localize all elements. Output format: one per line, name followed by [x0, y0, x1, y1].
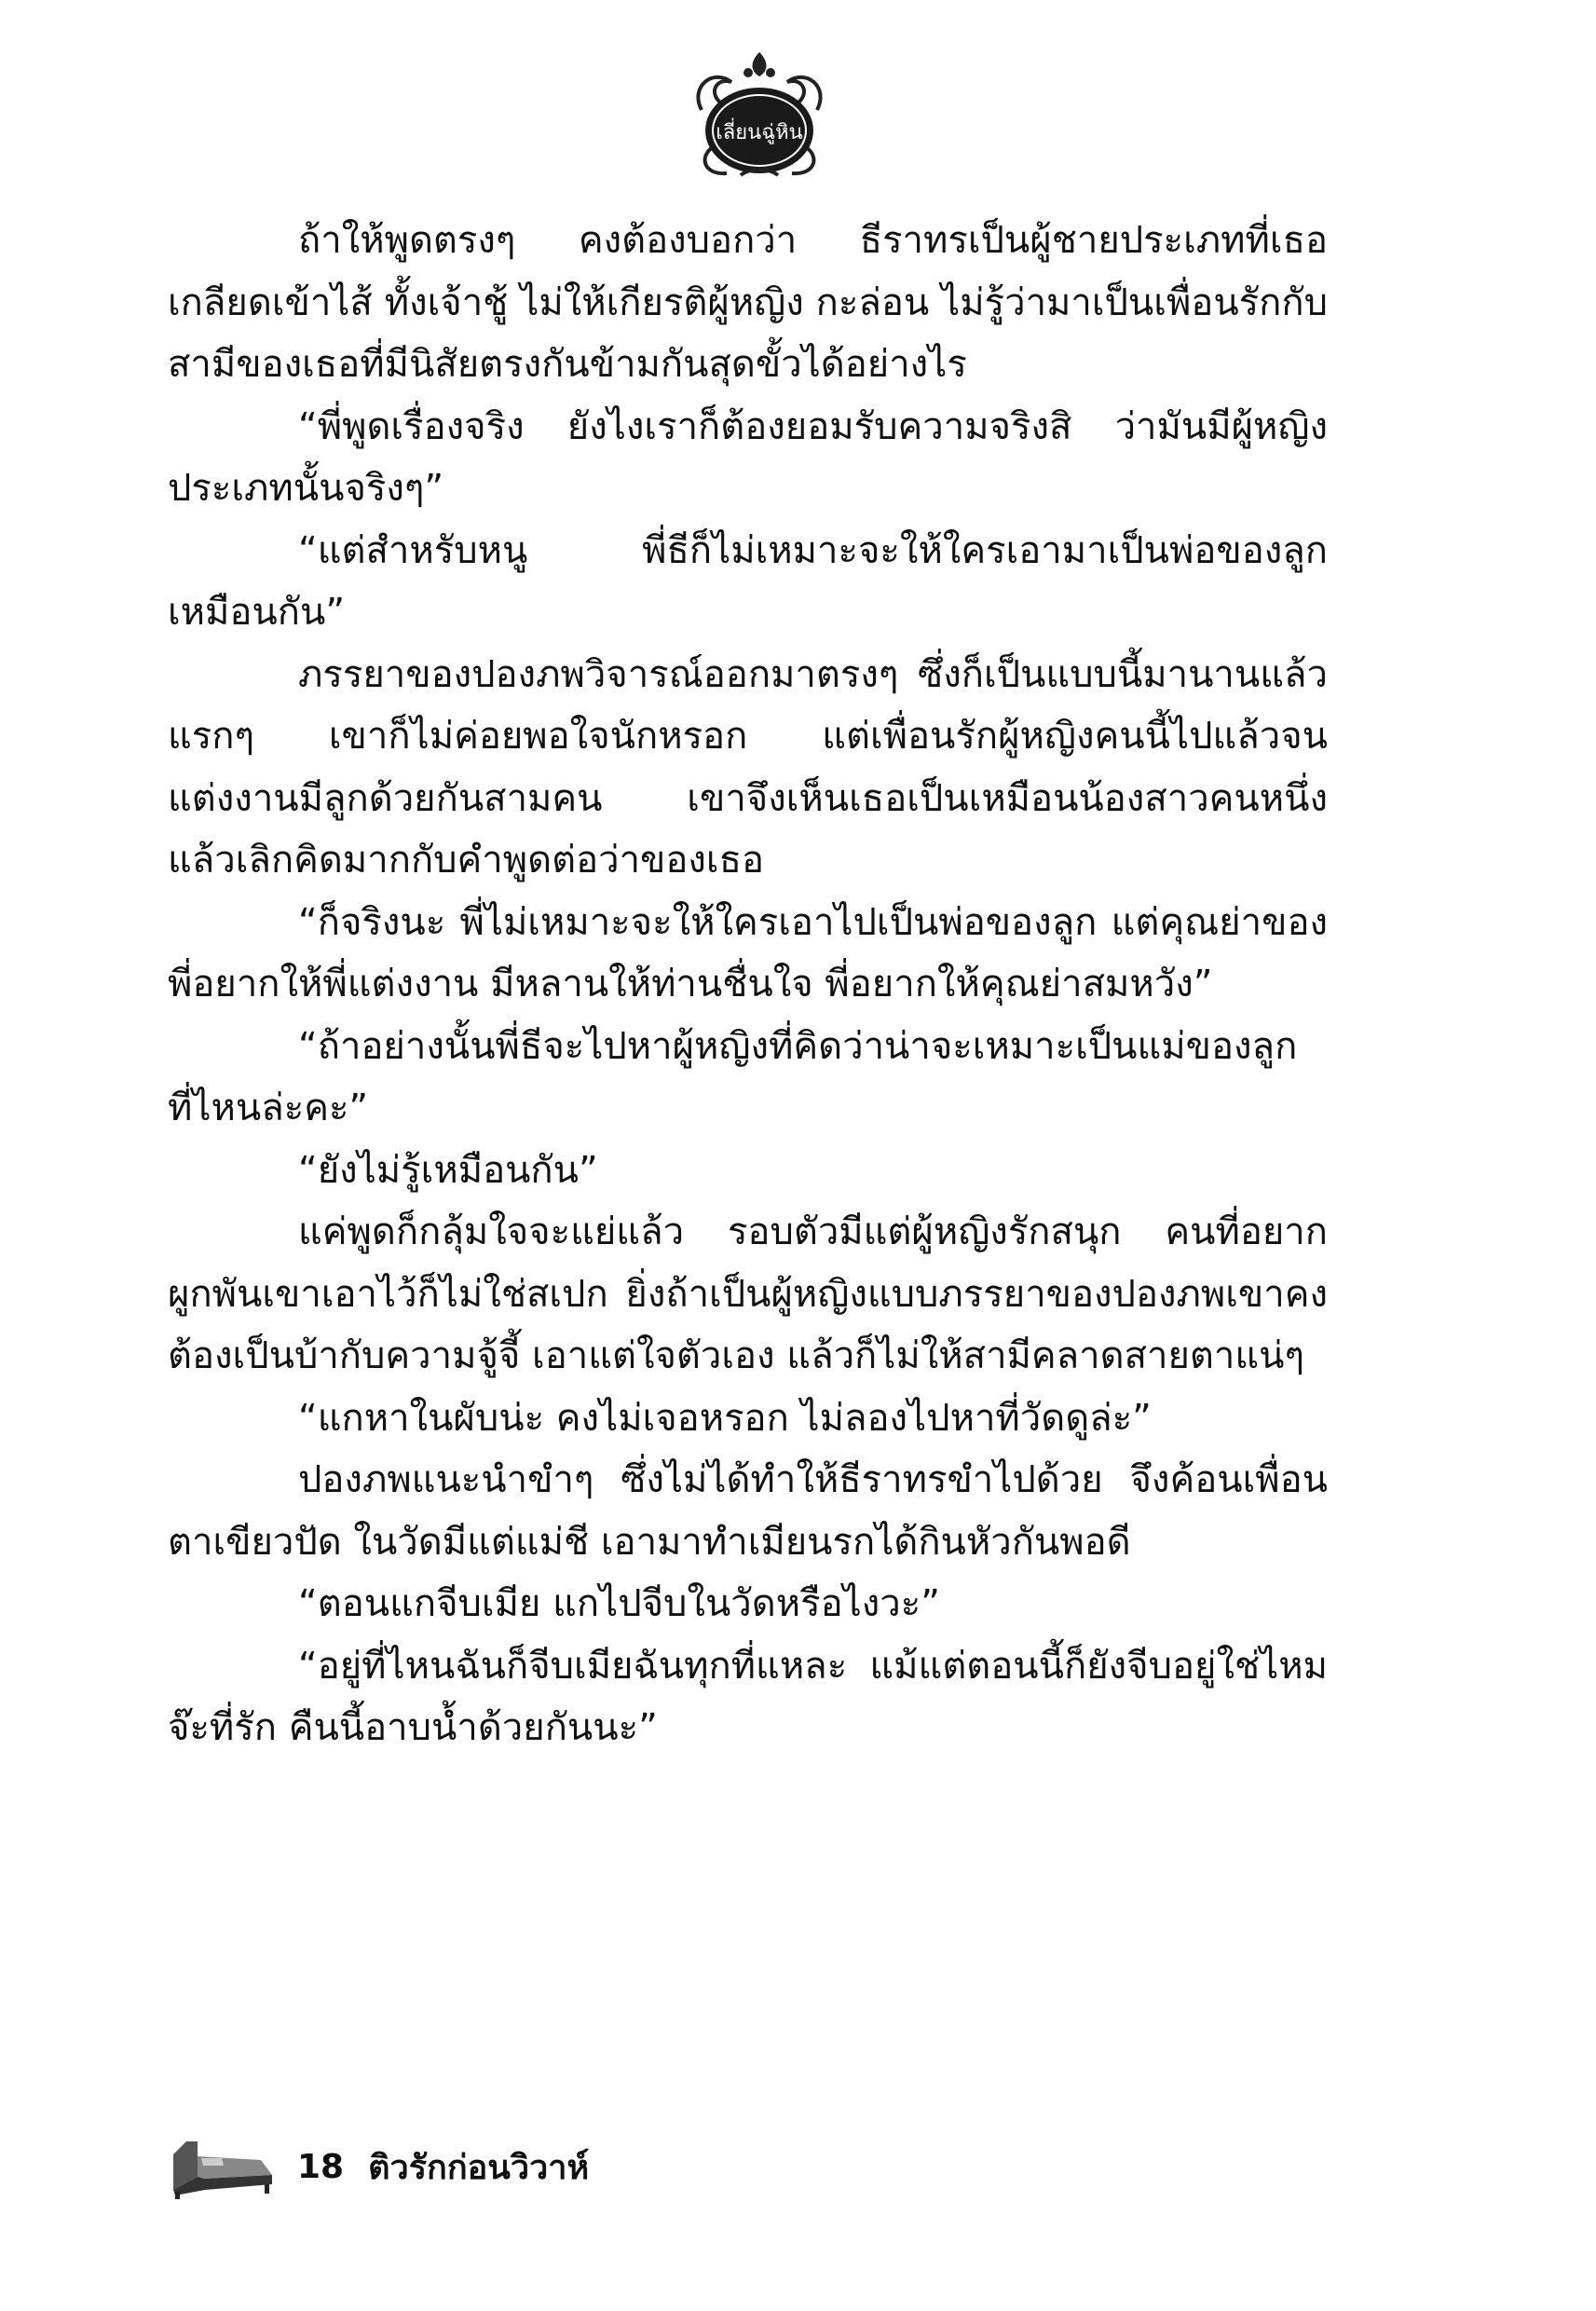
body-paragraph: “พี่พูดเรื่องจริง ยังไงเราก็ต้องยอมรับความจริงสิ ว่ามันมีผู้หญิงประเภทนั้นจริงๆ”	[168, 404, 1328, 510]
body-paragraph: “แกหาในผับน่ะ คงไม่เจอหรอก ไม่ลองไปหาที่วัดดูล่ะ”	[298, 1396, 1152, 1440]
bed-icon	[168, 2134, 275, 2199]
logo-lettering: เลี่ยนฉู่หิน	[716, 121, 803, 144]
body-paragraph: แค่พูดก็กลุ้มใจจะแย่แล้ว รอบตัวมีแต่ผู้หญิงรักสนุก คนที่อยากผูกพันเขาเอาไว้ก็ไม่ใช่สเปก ยิ่งถ้าเป็นผู้หญิงแบบภรรยาของปองภพเขาคงต้องเป็นบ้ากับความจู้จี้ เอาแต่ใจตัวเอง แล้วก็ไม่ให้สามีคลาดสายตาแน่ๆ	[168, 1210, 1328, 1377]
body-paragraph: “ถ้าอย่างนั้นพี่ธีจะไปหาผู้หญิงที่คิดว่าน่าจะเหมาะเป็นแม่ของลูกที่ไหนล่ะคะ”	[168, 1024, 1298, 1129]
header-logo	[685, 45, 834, 185]
ornamental-crest-icon	[685, 45, 834, 185]
body-paragraph: ถ้าให้พูดตรงๆ คงต้องบอกว่า ธีราทรเป็นผู้ชายประเภทที่เธอเกลียดเข้าไส้ ทั้งเจ้าชู้ ไม่ให้เกียรติผู้หญิง กะล่อน ไม่รู้ว่ามาเป็นเพื่อนรักกับสามีของเธอที่มีนิสัยตรงกันข้ามกันสุดขั้วได้อย่างไร	[168, 219, 1328, 386]
page-footer	[168, 2125, 1006, 2208]
body-paragraph: “ก็จริงนะ พี่ไม่เหมาะจะให้ใครเอาไปเป็นพ่อของลูก แต่คุณย่าของพี่อยากให้พี่แต่งงาน มีหลานให้ท่านชื่นใจ พี่อยากให้คุณย่าสมหวัง”	[168, 900, 1328, 1005]
body-paragraph: “ยังไม่รู้เหมือนกัน”	[298, 1148, 598, 1192]
body-paragraph: ปองภพแนะนำขำๆ ซึ่งไม่ได้ทำให้ธีราทรขำไปด้วย จึงค้อนเพื่อนตาเขียวปัด ในวัดมีแต่แม่ชี เอามาทำเมียนรกได้กินหัวกันพอดี	[168, 1458, 1328, 1564]
page-number: 18	[297, 2147, 345, 2186]
body-paragraph: ภรรยาของปองภพวิจารณ์ออกมาตรงๆ ซึ่งก็เป็นแบบนี้มานานแล้ว แรกๆ เขาก็ไม่ค่อยพอใจนักหรอก แต่เพื่อนรักผู้หญิงคนนี้ไปแล้วจนแต่งงานมีลูกด้วยกันสามคน เขาจึงเห็นเธอเป็นเหมือนน้องสาวคนหนึ่ง แล้วเลิกคิดมากกับคำพูดต่อว่าของเธอ	[168, 652, 1328, 882]
page-body	[168, 210, 1328, 1759]
body-paragraph: “ตอนแกจีบเมีย แกไปจีบในวัดหรือไงวะ”	[298, 1582, 940, 1625]
body-paragraph: “อยู่ที่ไหนฉันก็จีบเมียฉันทุกที่แหละ แม้แต่ตอนนี้ก็ยังจีบอยู่ใช่ไหมจ๊ะที่รัก คืนนี้อาบน้ำด้วยกันนะ”	[168, 1644, 1328, 1749]
book-title: ติวรักก่อนวิวาห์	[368, 2148, 590, 2187]
body-paragraph: “แต่สำหรับหนู พี่ธีก็ไม่เหมาะจะให้ใครเอามาเป็นพ่อของลูกเหมือนกัน”	[168, 528, 1328, 634]
